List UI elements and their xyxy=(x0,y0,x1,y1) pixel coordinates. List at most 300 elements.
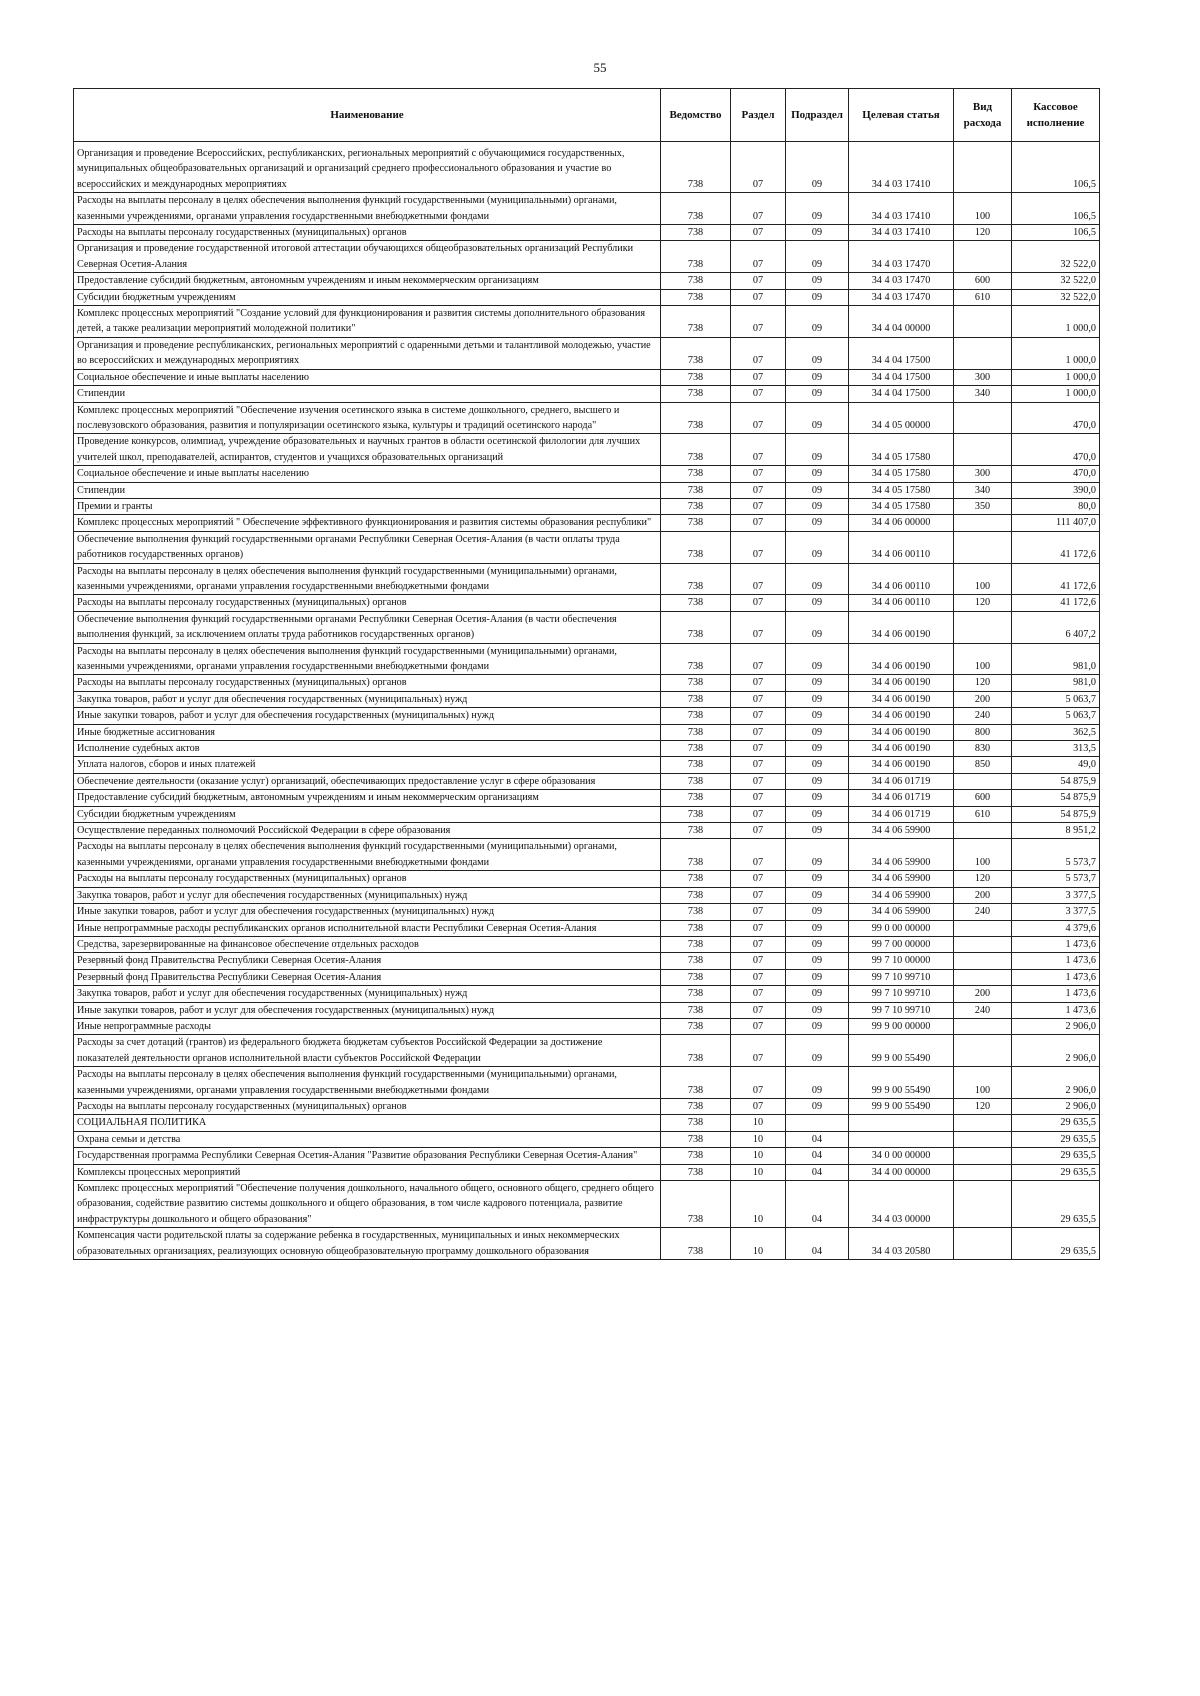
cell-section: 07 xyxy=(731,986,786,1002)
table-row xyxy=(74,724,1100,740)
cell-subsection xyxy=(786,1115,849,1131)
cell-cash-execution: 3 377,5 xyxy=(1012,904,1100,920)
cell-name: Расходы за счет дотаций (грантов) из федерального бюджета бюджетам субъектов Российской Федерации за достижение показателей деятельности органов исполнительной власти субъектов Российской Федерации xyxy=(74,1035,661,1067)
table-row xyxy=(74,643,1100,675)
cell-expense-type xyxy=(954,1035,1012,1067)
cell-section: 07 xyxy=(731,741,786,757)
cell-expense-type: 120 xyxy=(954,675,1012,691)
cell-target-item: 99 9 00 55490 xyxy=(849,1035,954,1067)
cell-expense-type: 800 xyxy=(954,724,1012,740)
cell-expense-type xyxy=(954,823,1012,839)
cell-section: 07 xyxy=(731,306,786,338)
cell-subsection: 09 xyxy=(786,289,849,305)
cell-name: Исполнение судебных актов xyxy=(74,741,661,757)
table-row xyxy=(74,531,1100,563)
cell-department: 738 xyxy=(661,386,731,402)
cell-cash-execution: 2 906,0 xyxy=(1012,1035,1100,1067)
cell-cash-execution: 3 377,5 xyxy=(1012,887,1100,903)
table-row xyxy=(74,386,1100,402)
cell-subsection: 09 xyxy=(786,515,849,531)
cell-target-item: 34 4 05 17580 xyxy=(849,466,954,482)
cell-department: 738 xyxy=(661,936,731,952)
cell-name: Расходы на выплаты персоналу государственных (муниципальных) органов xyxy=(74,1098,661,1114)
cell-cash-execution: 41 172,6 xyxy=(1012,563,1100,595)
cell-expense-type xyxy=(954,515,1012,531)
cell-department: 738 xyxy=(661,1067,731,1099)
cell-target-item: 99 7 10 99710 xyxy=(849,969,954,985)
cell-expense-type xyxy=(954,1131,1012,1147)
cell-name: Резервный фонд Правительства Республики Северная Осетия-Алания xyxy=(74,969,661,985)
col-header-expense-type: Вид расхода xyxy=(954,89,1012,142)
cell-expense-type xyxy=(954,1228,1012,1260)
cell-target-item: 34 4 06 59900 xyxy=(849,839,954,871)
cell-subsection: 09 xyxy=(786,337,849,369)
cell-expense-type xyxy=(954,1018,1012,1034)
table-row xyxy=(74,1067,1100,1099)
cell-name: Организация и проведение Всероссийских, республиканских, региональных мероприятий с обучающимися государственных, муниципальных общеобразовательных организаций и организаций среднего профессионального образования и участие во всероссийских и международных мероприятиях xyxy=(74,142,661,193)
cell-subsection: 09 xyxy=(786,193,849,225)
cell-section: 07 xyxy=(731,887,786,903)
cell-subsection: 09 xyxy=(786,904,849,920)
cell-target-item: 34 4 04 17500 xyxy=(849,386,954,402)
cell-subsection: 04 xyxy=(786,1148,849,1164)
col-header-target-item: Целевая статья xyxy=(849,89,954,142)
cell-target-item: 34 4 05 17580 xyxy=(849,498,954,514)
cell-subsection: 09 xyxy=(786,1098,849,1114)
table-row xyxy=(74,1181,1100,1228)
table-row xyxy=(74,1098,1100,1114)
cell-department: 738 xyxy=(661,1148,731,1164)
cell-name: Осуществление переданных полномочий Российской Федерации в сфере образования xyxy=(74,823,661,839)
cell-target-item: 34 4 06 00190 xyxy=(849,708,954,724)
cell-department: 738 xyxy=(661,241,731,273)
cell-expense-type xyxy=(954,969,1012,985)
cell-target-item: 34 4 06 00110 xyxy=(849,595,954,611)
cell-department: 738 xyxy=(661,741,731,757)
table-row xyxy=(74,969,1100,985)
cell-section: 07 xyxy=(731,936,786,952)
cell-cash-execution: 29 635,5 xyxy=(1012,1181,1100,1228)
cell-subsection: 09 xyxy=(786,969,849,985)
cell-target-item: 99 7 10 99710 xyxy=(849,1002,954,1018)
cell-subsection: 04 xyxy=(786,1181,849,1228)
cell-name: Субсидии бюджетным учреждениям xyxy=(74,289,661,305)
header-row xyxy=(74,89,1100,142)
cell-expense-type: 240 xyxy=(954,708,1012,724)
table-row xyxy=(74,936,1100,952)
cell-section: 07 xyxy=(731,708,786,724)
cell-cash-execution: 54 875,9 xyxy=(1012,773,1100,789)
table-row xyxy=(74,1002,1100,1018)
cell-subsection: 09 xyxy=(786,595,849,611)
cell-subsection: 09 xyxy=(786,611,849,643)
cell-department: 738 xyxy=(661,1115,731,1131)
cell-cash-execution: 1 000,0 xyxy=(1012,386,1100,402)
cell-target-item: 34 4 03 00000 xyxy=(849,1181,954,1228)
cell-subsection: 09 xyxy=(786,434,849,466)
cell-name: Иные бюджетные ассигнования xyxy=(74,724,661,740)
table-row xyxy=(74,482,1100,498)
table-row xyxy=(74,790,1100,806)
table-row xyxy=(74,1115,1100,1131)
table-row xyxy=(74,741,1100,757)
cell-name: Социальное обеспечение и иные выплаты населению xyxy=(74,369,661,385)
cell-target-item: 34 4 06 59900 xyxy=(849,871,954,887)
cell-name: Государственная программа Республики Северная Осетия-Алания "Развитие образования Республики Северная Осетия-Алания" xyxy=(74,1148,661,1164)
cell-expense-type: 100 xyxy=(954,839,1012,871)
cell-target-item: 34 4 00 00000 xyxy=(849,1164,954,1180)
cell-section: 07 xyxy=(731,482,786,498)
cell-section: 07 xyxy=(731,773,786,789)
cell-name: Предоставление субсидий бюджетным, автономным учреждениям и иным некоммерческим организациям xyxy=(74,790,661,806)
table-row xyxy=(74,402,1100,434)
cell-expense-type xyxy=(954,142,1012,193)
cell-section: 07 xyxy=(731,241,786,273)
cell-subsection: 09 xyxy=(786,708,849,724)
cell-expense-type: 600 xyxy=(954,273,1012,289)
cell-cash-execution: 1 473,6 xyxy=(1012,953,1100,969)
cell-cash-execution: 29 635,5 xyxy=(1012,1148,1100,1164)
cell-target-item: 99 9 00 00000 xyxy=(849,1018,954,1034)
table-row xyxy=(74,708,1100,724)
cell-subsection: 09 xyxy=(786,482,849,498)
cell-expense-type: 200 xyxy=(954,887,1012,903)
cell-cash-execution: 29 635,5 xyxy=(1012,1115,1100,1131)
table-row xyxy=(74,466,1100,482)
cell-target-item: 34 4 04 00000 xyxy=(849,306,954,338)
cell-name: Организация и проведение государственной итоговой аттестации обучающихся общеобразовательных организаций Республики Северная Осетия-Алания xyxy=(74,241,661,273)
cell-subsection: 09 xyxy=(786,741,849,757)
cell-target-item: 34 4 06 59900 xyxy=(849,904,954,920)
table-row xyxy=(74,871,1100,887)
cell-section: 10 xyxy=(731,1115,786,1131)
cell-expense-type: 340 xyxy=(954,482,1012,498)
cell-department: 738 xyxy=(661,1098,731,1114)
cell-department: 738 xyxy=(661,1018,731,1034)
cell-department: 738 xyxy=(661,515,731,531)
table-row xyxy=(74,953,1100,969)
cell-name: Закупка товаров, работ и услуг для обеспечения государственных (муниципальных) нужд xyxy=(74,887,661,903)
cell-target-item: 34 4 06 01719 xyxy=(849,806,954,822)
cell-section: 07 xyxy=(731,193,786,225)
table-row xyxy=(74,1164,1100,1180)
cell-target-item: 34 4 06 01719 xyxy=(849,773,954,789)
cell-expense-type: 200 xyxy=(954,691,1012,707)
cell-subsection: 09 xyxy=(786,402,849,434)
cell-target-item: 34 4 06 00190 xyxy=(849,643,954,675)
cell-subsection: 09 xyxy=(786,1035,849,1067)
cell-cash-execution: 5 063,7 xyxy=(1012,708,1100,724)
cell-expense-type: 610 xyxy=(954,806,1012,822)
cell-department: 738 xyxy=(661,839,731,871)
cell-subsection: 09 xyxy=(786,273,849,289)
cell-name: Расходы на выплаты персоналу государственных (муниципальных) органов xyxy=(74,595,661,611)
cell-target-item: 34 4 05 17580 xyxy=(849,482,954,498)
cell-cash-execution: 313,5 xyxy=(1012,741,1100,757)
cell-expense-type xyxy=(954,1181,1012,1228)
cell-subsection: 09 xyxy=(786,225,849,241)
cell-expense-type xyxy=(954,953,1012,969)
cell-subsection: 09 xyxy=(786,871,849,887)
table-row xyxy=(74,675,1100,691)
cell-expense-type: 240 xyxy=(954,1002,1012,1018)
cell-cash-execution: 2 906,0 xyxy=(1012,1098,1100,1114)
cell-subsection: 09 xyxy=(786,920,849,936)
cell-subsection: 09 xyxy=(786,823,849,839)
col-header-name: Наименование xyxy=(74,89,661,142)
cell-department: 738 xyxy=(661,986,731,1002)
cell-name: Расходы на выплаты персоналу в целях обеспечения выполнения функций государственными (муниципальными) органами, казенными учреждениями, органами управления государственными внебюджетными фондами xyxy=(74,1067,661,1099)
cell-section: 07 xyxy=(731,337,786,369)
cell-target-item: 34 4 06 00190 xyxy=(849,741,954,757)
cell-target-item: 34 4 06 00190 xyxy=(849,675,954,691)
cell-department: 738 xyxy=(661,337,731,369)
cell-department: 738 xyxy=(661,691,731,707)
cell-name: Иные закупки товаров, работ и услуг для обеспечения государственных (муниципальных) нужд xyxy=(74,904,661,920)
cell-department: 738 xyxy=(661,369,731,385)
cell-section: 07 xyxy=(731,953,786,969)
table-row xyxy=(74,691,1100,707)
cell-cash-execution: 8 951,2 xyxy=(1012,823,1100,839)
cell-cash-execution: 470,0 xyxy=(1012,434,1100,466)
cell-target-item: 34 4 06 59900 xyxy=(849,823,954,839)
col-header-section: Раздел xyxy=(731,89,786,142)
cell-department: 738 xyxy=(661,1035,731,1067)
table-row xyxy=(74,904,1100,920)
cell-section: 07 xyxy=(731,595,786,611)
cell-subsection: 09 xyxy=(786,306,849,338)
table-row xyxy=(74,193,1100,225)
cell-department: 738 xyxy=(661,887,731,903)
cell-subsection: 04 xyxy=(786,1228,849,1260)
cell-name: Расходы на выплаты персоналу государственных (муниципальных) органов xyxy=(74,871,661,887)
cell-cash-execution: 106,5 xyxy=(1012,142,1100,193)
cell-cash-execution: 4 379,6 xyxy=(1012,920,1100,936)
cell-expense-type: 120 xyxy=(954,595,1012,611)
cell-department: 738 xyxy=(661,969,731,985)
cell-section: 07 xyxy=(731,871,786,887)
table-row xyxy=(74,241,1100,273)
cell-cash-execution: 6 407,2 xyxy=(1012,611,1100,643)
cell-name: Организация и проведение республиканских, региональных мероприятий с одаренными детьми и талантливой молодежью, участие во всероссийских и международных мероприятиях xyxy=(74,337,661,369)
table-row xyxy=(74,1148,1100,1164)
cell-expense-type: 600 xyxy=(954,790,1012,806)
cell-target-item: 34 4 06 00190 xyxy=(849,611,954,643)
cell-target-item: 34 4 06 01719 xyxy=(849,790,954,806)
cell-expense-type: 100 xyxy=(954,193,1012,225)
cell-cash-execution: 29 635,5 xyxy=(1012,1131,1100,1147)
cell-section: 07 xyxy=(731,920,786,936)
cell-subsection: 09 xyxy=(786,887,849,903)
cell-cash-execution: 981,0 xyxy=(1012,675,1100,691)
cell-name: Комплекс процессных мероприятий " Обеспечение эффективного функционирования и развития системы образования республики" xyxy=(74,515,661,531)
cell-subsection: 09 xyxy=(786,386,849,402)
cell-name: Иные непрограммные расходы xyxy=(74,1018,661,1034)
cell-section: 07 xyxy=(731,273,786,289)
table-body xyxy=(74,142,1100,1260)
cell-cash-execution: 2 906,0 xyxy=(1012,1018,1100,1034)
cell-expense-type: 610 xyxy=(954,289,1012,305)
cell-department: 738 xyxy=(661,1228,731,1260)
cell-section: 10 xyxy=(731,1131,786,1147)
cell-target-item: 34 4 05 00000 xyxy=(849,402,954,434)
cell-name: Средства, зарезервированные на финансовое обеспечение отдельных расходов xyxy=(74,936,661,952)
cell-subsection: 09 xyxy=(786,806,849,822)
cell-department: 738 xyxy=(661,498,731,514)
cell-cash-execution: 41 172,6 xyxy=(1012,531,1100,563)
cell-section: 07 xyxy=(731,904,786,920)
cell-name: Компенсация части родительской платы за содержание ребенка в государственных, муниципальных и иных некоммерческих образовательных организациях, реализующих основную общеобразовательную программу дошкольного образования xyxy=(74,1228,661,1260)
cell-cash-execution: 1 000,0 xyxy=(1012,369,1100,385)
cell-name: Расходы на выплаты персоналу в целях обеспечения выполнения функций государственными (муниципальными) органами, казенными учреждениями, органами управления государственными внебюджетными фондами xyxy=(74,193,661,225)
cell-expense-type: 300 xyxy=(954,369,1012,385)
cell-department: 738 xyxy=(661,466,731,482)
cell-section: 07 xyxy=(731,142,786,193)
cell-cash-execution: 54 875,9 xyxy=(1012,806,1100,822)
cell-cash-execution: 41 172,6 xyxy=(1012,595,1100,611)
cell-expense-type: 200 xyxy=(954,986,1012,1002)
cell-department: 738 xyxy=(661,402,731,434)
table-row xyxy=(74,1228,1100,1260)
cell-department: 738 xyxy=(661,595,731,611)
cell-subsection: 04 xyxy=(786,1131,849,1147)
cell-target-item: 34 4 03 17410 xyxy=(849,193,954,225)
cell-cash-execution: 106,5 xyxy=(1012,225,1100,241)
cell-section: 07 xyxy=(731,790,786,806)
cell-subsection: 09 xyxy=(786,643,849,675)
cell-target-item: 99 0 00 00000 xyxy=(849,920,954,936)
cell-name: Стипендии xyxy=(74,386,661,402)
cell-cash-execution: 5 573,7 xyxy=(1012,871,1100,887)
cell-section: 07 xyxy=(731,531,786,563)
cell-name: Социальное обеспечение и иные выплаты населению xyxy=(74,466,661,482)
cell-department: 738 xyxy=(661,823,731,839)
cell-department: 738 xyxy=(661,225,731,241)
cell-name: Расходы на выплаты персоналу в целях обеспечения выполнения функций государственными (муниципальными) органами, казенными учреждениями, органами управления государственными внебюджетными фондами xyxy=(74,839,661,871)
cell-department: 738 xyxy=(661,806,731,822)
table-row xyxy=(74,920,1100,936)
cell-target-item: 34 4 06 00000 xyxy=(849,515,954,531)
cell-name: Расходы на выплаты персоналу в целях обеспечения выполнения функций государственными (муниципальными) органами, казенными учреждениями, органами управления государственными внебюджетными фондами xyxy=(74,563,661,595)
cell-subsection: 09 xyxy=(786,1002,849,1018)
cell-subsection: 09 xyxy=(786,953,849,969)
cell-section: 07 xyxy=(731,1002,786,1018)
cell-cash-execution: 5 063,7 xyxy=(1012,691,1100,707)
cell-cash-execution: 1 473,6 xyxy=(1012,1002,1100,1018)
cell-subsection: 09 xyxy=(786,142,849,193)
cell-name: Обеспечение выполнения функций государственными органами Республики Северная Осетия-Алания (в части оплаты труда работников государственных органов) xyxy=(74,531,661,563)
cell-name: Иные закупки товаров, работ и услуг для обеспечения государственных (муниципальных) нужд xyxy=(74,708,661,724)
cell-department: 738 xyxy=(661,289,731,305)
cell-cash-execution: 29 635,5 xyxy=(1012,1164,1100,1180)
cell-cash-execution: 32 522,0 xyxy=(1012,273,1100,289)
cell-section: 07 xyxy=(731,434,786,466)
cell-department: 738 xyxy=(661,273,731,289)
cell-expense-type: 120 xyxy=(954,871,1012,887)
cell-section: 10 xyxy=(731,1228,786,1260)
cell-department: 738 xyxy=(661,953,731,969)
cell-target-item: 34 4 06 00110 xyxy=(849,563,954,595)
cell-target-item: 99 9 00 55490 xyxy=(849,1098,954,1114)
page-number: 55 xyxy=(593,60,607,75)
col-header-department: Ведомство xyxy=(661,89,731,142)
cell-target-item: 34 4 03 17470 xyxy=(849,241,954,273)
cell-cash-execution: 981,0 xyxy=(1012,643,1100,675)
cell-expense-type xyxy=(954,306,1012,338)
cell-subsection: 09 xyxy=(786,563,849,595)
cell-target-item: 34 4 04 17500 xyxy=(849,369,954,385)
cell-subsection: 09 xyxy=(786,757,849,773)
cell-target-item: 34 4 03 17410 xyxy=(849,225,954,241)
cell-subsection: 09 xyxy=(786,839,849,871)
cell-expense-type: 830 xyxy=(954,741,1012,757)
cell-section: 07 xyxy=(731,675,786,691)
cell-expense-type: 100 xyxy=(954,1067,1012,1099)
cell-cash-execution: 111 407,0 xyxy=(1012,515,1100,531)
cell-department: 738 xyxy=(661,1131,731,1147)
cell-department: 738 xyxy=(661,482,731,498)
cell-section: 07 xyxy=(731,1098,786,1114)
table-row xyxy=(74,273,1100,289)
cell-department: 738 xyxy=(661,773,731,789)
table-row xyxy=(74,563,1100,595)
cell-department: 738 xyxy=(661,531,731,563)
cell-cash-execution: 32 522,0 xyxy=(1012,241,1100,273)
cell-subsection: 04 xyxy=(786,1164,849,1180)
cell-subsection: 09 xyxy=(786,724,849,740)
cell-expense-type xyxy=(954,434,1012,466)
cell-target-item: 34 4 04 17500 xyxy=(849,337,954,369)
cell-expense-type xyxy=(954,337,1012,369)
table-row xyxy=(74,142,1100,193)
cell-department: 738 xyxy=(661,1164,731,1180)
cell-section: 07 xyxy=(731,839,786,871)
cell-department: 738 xyxy=(661,904,731,920)
cell-name: Обеспечение деятельности (оказание услуг) организаций, обеспечивающих предоставление услуг в сфере образования xyxy=(74,773,661,789)
cell-expense-type: 120 xyxy=(954,1098,1012,1114)
cell-subsection: 09 xyxy=(786,369,849,385)
table-row xyxy=(74,369,1100,385)
cell-expense-type: 850 xyxy=(954,757,1012,773)
cell-name: Закупка товаров, работ и услуг для обеспечения государственных (муниципальных) нужд xyxy=(74,691,661,707)
cell-target-item: 34 4 06 00190 xyxy=(849,757,954,773)
cell-expense-type xyxy=(954,241,1012,273)
cell-subsection: 09 xyxy=(786,1018,849,1034)
cell-target-item: 34 4 05 17580 xyxy=(849,434,954,466)
cell-subsection: 09 xyxy=(786,936,849,952)
cell-subsection: 09 xyxy=(786,691,849,707)
cell-department: 738 xyxy=(661,1181,731,1228)
cell-department: 738 xyxy=(661,675,731,691)
cell-section: 07 xyxy=(731,1018,786,1034)
cell-subsection: 09 xyxy=(786,790,849,806)
cell-cash-execution: 32 522,0 xyxy=(1012,289,1100,305)
table-row xyxy=(74,225,1100,241)
cell-expense-type: 100 xyxy=(954,643,1012,675)
cell-expense-type xyxy=(954,773,1012,789)
cell-department: 738 xyxy=(661,757,731,773)
cell-target-item: 34 4 03 17410 xyxy=(849,142,954,193)
cell-section: 07 xyxy=(731,402,786,434)
table-row xyxy=(74,498,1100,514)
cell-subsection: 09 xyxy=(786,675,849,691)
cell-department: 738 xyxy=(661,724,731,740)
cell-name: Предоставление субсидий бюджетным, автономным учреждениям и иным некоммерческим организациям xyxy=(74,273,661,289)
cell-section: 07 xyxy=(731,386,786,402)
cell-name: Субсидии бюджетным учреждениям xyxy=(74,806,661,822)
table-row xyxy=(74,515,1100,531)
cell-section: 07 xyxy=(731,643,786,675)
